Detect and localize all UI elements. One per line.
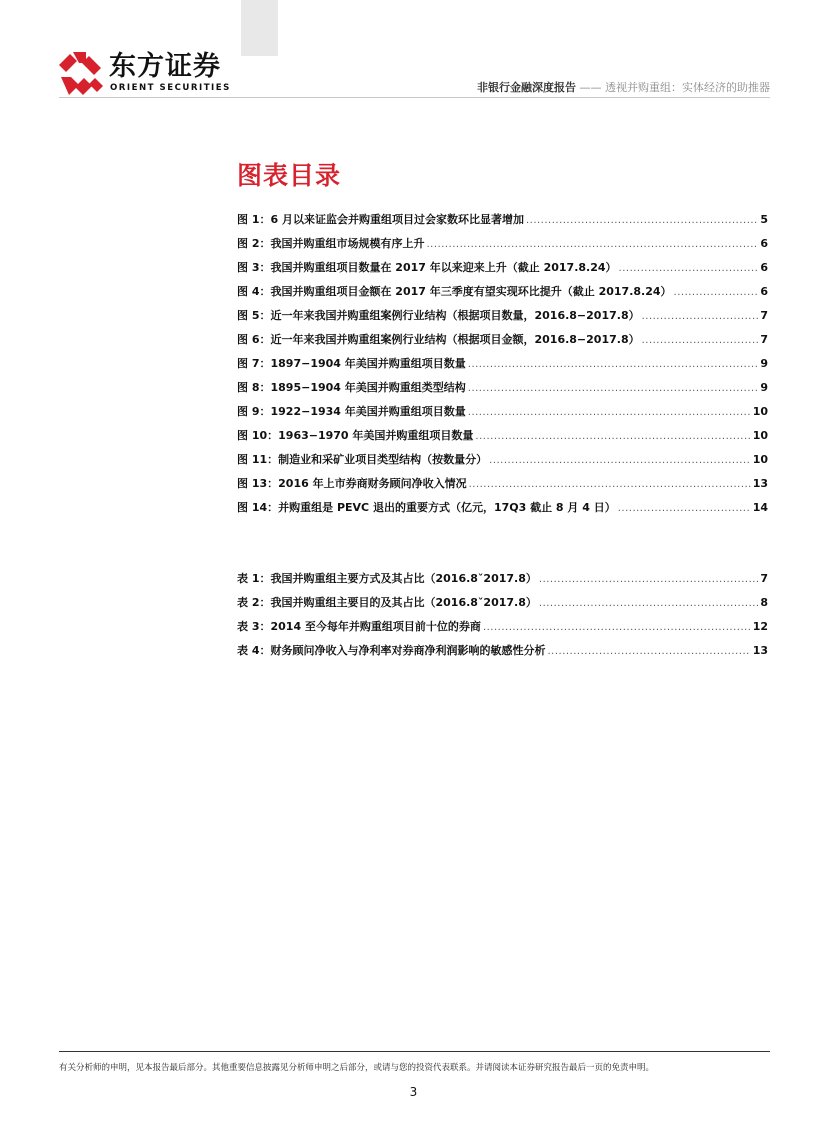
toc-entry-page: 8 [760,596,768,609]
toc-entry-table-3[interactable] [237,618,768,642]
footer-divider [59,1051,770,1052]
report-type: 非银行金融深度报告 [477,81,576,94]
toc-entry-table-2[interactable] [237,594,768,618]
toc-entry-label: 表 1：我国并购重组主要方式及其占比（2016.8ˇ2017.8） [237,572,537,585]
header-decor-bar [241,0,278,56]
toc-entry-page: 7 [760,572,768,585]
toc-entry-label: 图 6：近一年来我国并购重组案例行业结构（根据项目金额，2016.8−2017.8） [237,333,640,346]
toc-leader-dots [526,215,758,226]
toc-entry-label: 图 5：近一年来我国并购重组案例行业结构（根据项目数量，2016.8−2017.8） [237,309,640,322]
toc-leader-dots [547,646,750,657]
toc-leader-dots [539,574,758,585]
toc-entry-label: 图 4：我国并购重组项目金额在 2017 年三季度有望实现环比提升（截止 2017.8.24） [237,285,672,298]
page-number: 3 [409,1085,418,1099]
page-title: 图表目录 [237,161,342,190]
report-title: 透视并购重组：实体经济的助推器 [605,81,770,94]
toc-entry-label: 表 4：财务顾问净收入与净利率对券商净利润影响的敏感性分析 [237,644,546,657]
toc-entry-figure-13[interactable] [237,475,768,499]
toc-leader-dots [468,383,759,394]
toc-entry-label: 图 7：1897−1904 年美国并购重组项目数量 [237,357,466,370]
toc-entry-table-4[interactable] [237,642,768,666]
table-list [237,570,768,666]
toc-entry-figure-9[interactable] [237,403,768,427]
logo-english-name: ORIENT SECURITIES [110,83,231,93]
toc-entry-page: 10 [752,453,768,466]
figure-list [237,211,768,523]
toc-entry-label: 图 2：我国并购重组市场规模有序上升 [237,237,425,250]
toc-entry-label: 图 13：2016 年上市券商财务顾问净收入情况 [237,477,467,490]
toc-entry-figure-7[interactable] [237,355,768,379]
toc-entry-figure-10[interactable] [237,427,768,451]
toc-entry-page: 14 [752,501,768,514]
toc-entry-label: 表 2：我国并购重组主要目的及其占比（2016.8ˇ2017.8） [237,596,537,609]
toc-entry-page: 7 [760,333,768,346]
toc-entry-figure-3[interactable] [237,259,768,283]
toc-entry-label: 图 1：6 月以来证监会并购重组项目过会家数环比显著增加 [237,213,524,226]
toc-entry-label: 图 11：制造业和采矿业项目类型结构（按数量分） [237,453,488,466]
toc-entry-page: 13 [752,644,768,657]
toc-entry-label: 表 3：2014 至今每年并购重组项目前十位的券商 [237,620,481,633]
toc-entry-page: 6 [760,261,768,274]
toc-leader-dots [489,455,751,466]
toc-entry-label: 图 14：并购重组是 PEVC 退出的重要方式（亿元，17Q3 截止 8 月 4 日） [237,501,616,514]
toc-entry-page: 9 [760,357,768,370]
toc-entry-page: 10 [752,405,768,418]
toc-leader-dots [642,335,759,346]
toc-leader-dots [674,287,759,298]
footer-disclaimer: 有关分析师的申明，见本报告最后部分。其他重要信息披露见分析师申明之后部分，或请与您的投资代表联系。并请阅读本证券研究报告最后一页的免责申明。 [59,1063,655,1073]
toc-entry-page: 10 [752,429,768,442]
toc-leader-dots [483,622,751,633]
toc-leader-dots [475,431,750,442]
toc-entry-figure-6[interactable] [237,331,768,355]
header-separator: —— [576,81,605,94]
toc-leader-dots [426,239,758,250]
toc-entry-page: 7 [760,309,768,322]
toc-entry-figure-5[interactable] [237,307,768,331]
toc-entry-label: 图 3：我国并购重组项目数量在 2017 年以来迎来上升（截止 2017.8.24） [237,261,617,274]
report-header [237,79,770,95]
header-divider [59,97,770,98]
toc-entry-page: 9 [760,381,768,394]
toc-entry-figure-2[interactable] [237,235,768,259]
toc-entry-page: 13 [752,477,768,490]
toc-entry-figure-14[interactable] [237,499,768,523]
company-logo [59,52,229,97]
toc-entry-figure-8[interactable] [237,379,768,403]
toc-leader-dots [618,503,751,514]
toc-leader-dots [468,407,751,418]
toc-entry-page: 5 [760,213,768,226]
toc-entry-figure-11[interactable] [237,451,768,475]
orient-logo-icon [59,52,103,96]
toc-entry-label: 图 10：1963−1970 年美国并购重组项目数量 [237,429,474,442]
toc-entry-page: 12 [752,620,768,633]
toc-entry-table-1[interactable] [237,570,768,594]
toc-leader-dots [468,359,759,370]
toc-leader-dots [642,311,759,322]
toc-entry-page: 6 [760,285,768,298]
toc-entry-label: 图 8：1895−1904 年美国并购重组类型结构 [237,381,466,394]
toc-leader-dots [539,598,758,609]
toc-leader-dots [619,263,759,274]
toc-entry-label: 图 9：1922−1934 年美国并购重组项目数量 [237,405,466,418]
toc-entry-figure-4[interactable] [237,283,768,307]
logo-chinese-name: 东方证券 [109,51,221,82]
toc-entry-page: 6 [760,237,768,250]
toc-entry-figure-1[interactable] [237,211,768,235]
toc-leader-dots [469,479,751,490]
